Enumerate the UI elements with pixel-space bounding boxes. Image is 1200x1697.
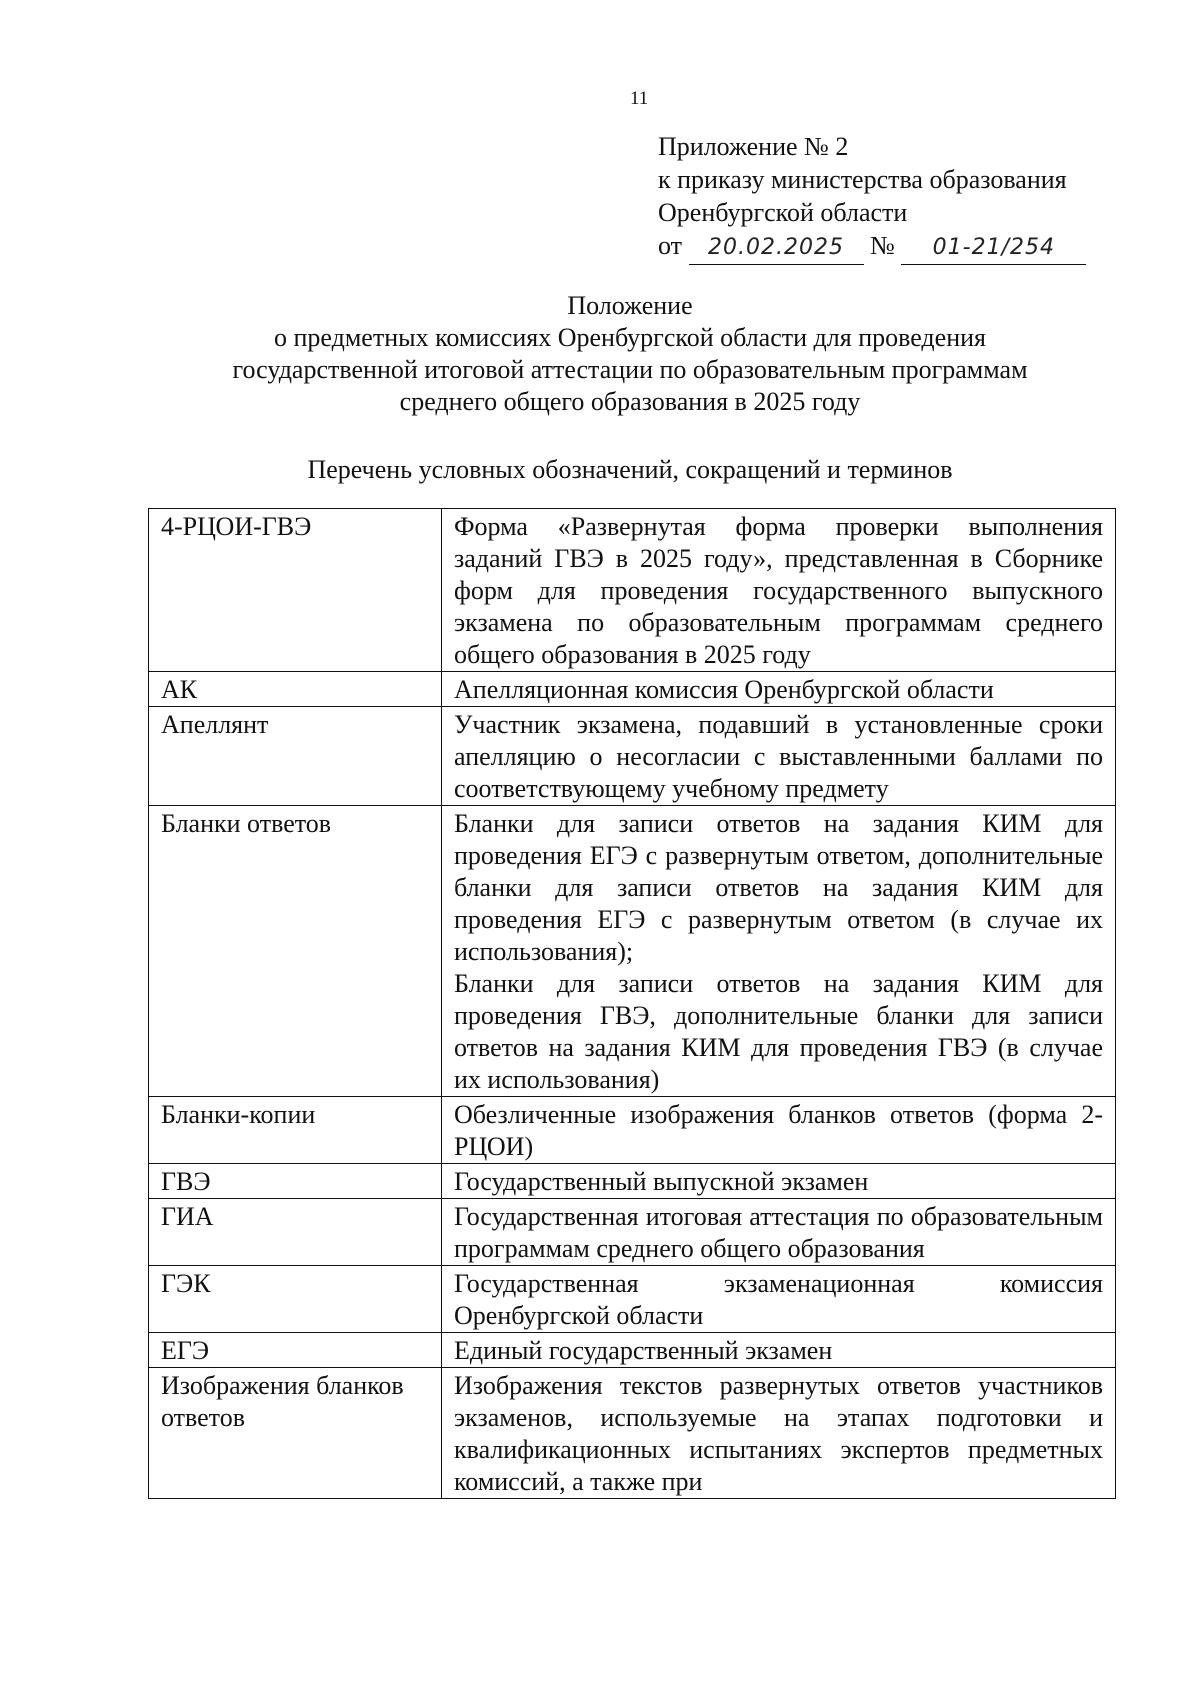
term-cell: АК <box>149 672 442 707</box>
terms-table <box>148 508 1116 1499</box>
definition-cell <box>442 806 1116 1097</box>
order-number: 01-21/254 <box>901 231 1086 265</box>
definition-cell: Изображения текстов развернутых ответов участников экзаменов, используемые на этапах подготовки и квалификационных испытаниях экспертов предметных комиссий, а также при <box>442 1368 1116 1499</box>
term-cell: Апеллянт <box>149 707 442 806</box>
appendix-order-ref: к приказу министерства образования <box>658 165 1067 194</box>
table-row <box>149 1266 1116 1333</box>
title-line-1: Положение <box>567 291 693 320</box>
number-label: № <box>870 231 895 260</box>
order-date-number-line <box>658 229 1086 265</box>
definition-part-2: Бланки для записи ответов на задания КИМ для проведения ГВЭ, дополнительные бланки для записи ответов на задания КИМ для проведения ГВЭ (в случае их использования) <box>454 969 1103 1094</box>
table-row <box>149 806 1116 1097</box>
title-line-4: среднего общего образования в 2025 году <box>399 387 861 416</box>
term-cell: ЕГЭ <box>149 1333 442 1368</box>
from-label: от <box>658 231 683 260</box>
table-row <box>149 1333 1116 1368</box>
term-cell: ГИА <box>149 1199 442 1266</box>
term-cell: 4-РЦОИ-ГВЭ <box>149 509 442 672</box>
appendix-region: Оренбургской области <box>658 198 908 227</box>
term-cell: Изображения бланков ответов <box>149 1368 442 1499</box>
term-cell: ГЭК <box>149 1266 442 1333</box>
title-line-2: о предметных комиссиях Оренбургской области для проведения <box>274 323 986 352</box>
definition-cell: Государственная итоговая аттестация по образовательным программам среднего общего образования <box>442 1199 1116 1266</box>
term-cell: Бланки ответов <box>149 806 442 1097</box>
table-row <box>149 1199 1116 1266</box>
document-title <box>150 290 1110 418</box>
table-row <box>149 1164 1116 1199</box>
definition-cell: Участник экзамена, подавший в установленные сроки апелляцию о несогласии с выставленными баллами по соответствующему учебному предмету <box>442 707 1116 806</box>
definition-cell: Единый государственный экзамен <box>442 1333 1116 1368</box>
term-cell: Бланки-копии <box>149 1097 442 1164</box>
terms-list-heading: Перечень условных обозначений, сокращений и терминов <box>307 455 953 484</box>
appendix-title: Приложение № 2 <box>658 132 849 161</box>
definition-cell: Обезличенные изображения бланков ответов (форма 2-РЦОИ) <box>442 1097 1116 1164</box>
appendix-header <box>658 130 1086 265</box>
definition-cell: Форма «Развернутая форма проверки выполнения заданий ГВЭ в 2025 году», представленная в Сборнике форм для проведения государственного выпускного экзамена по образовательным программам среднего общего образования в 2025 году <box>442 509 1116 672</box>
definition-cell: Государственный выпускной экзамен <box>442 1164 1116 1199</box>
table-row <box>149 707 1116 806</box>
order-date: 20.02.2025 <box>689 231 864 265</box>
title-line-3: государственной итоговой аттестации по образовательным программам <box>232 355 1028 384</box>
table-row <box>149 672 1116 707</box>
term-cell: ГВЭ <box>149 1164 442 1199</box>
table-row <box>149 1368 1116 1499</box>
definition-part-1: Бланки для записи ответов на задания КИМ для проведения ЕГЭ с развернутым ответом, дополнительные бланки для записи ответов на задания КИМ для проведения ЕГЭ с развернутым ответом (в случае их использования); <box>454 809 1103 966</box>
table-row <box>149 509 1116 672</box>
definition-cell: Государственная экзаменационная комиссия Оренбургской области <box>442 1266 1116 1333</box>
definition-cell: Апелляционная комиссия Оренбургской области <box>442 672 1116 707</box>
table-row <box>149 1097 1116 1164</box>
page-number: 11 <box>630 88 649 109</box>
